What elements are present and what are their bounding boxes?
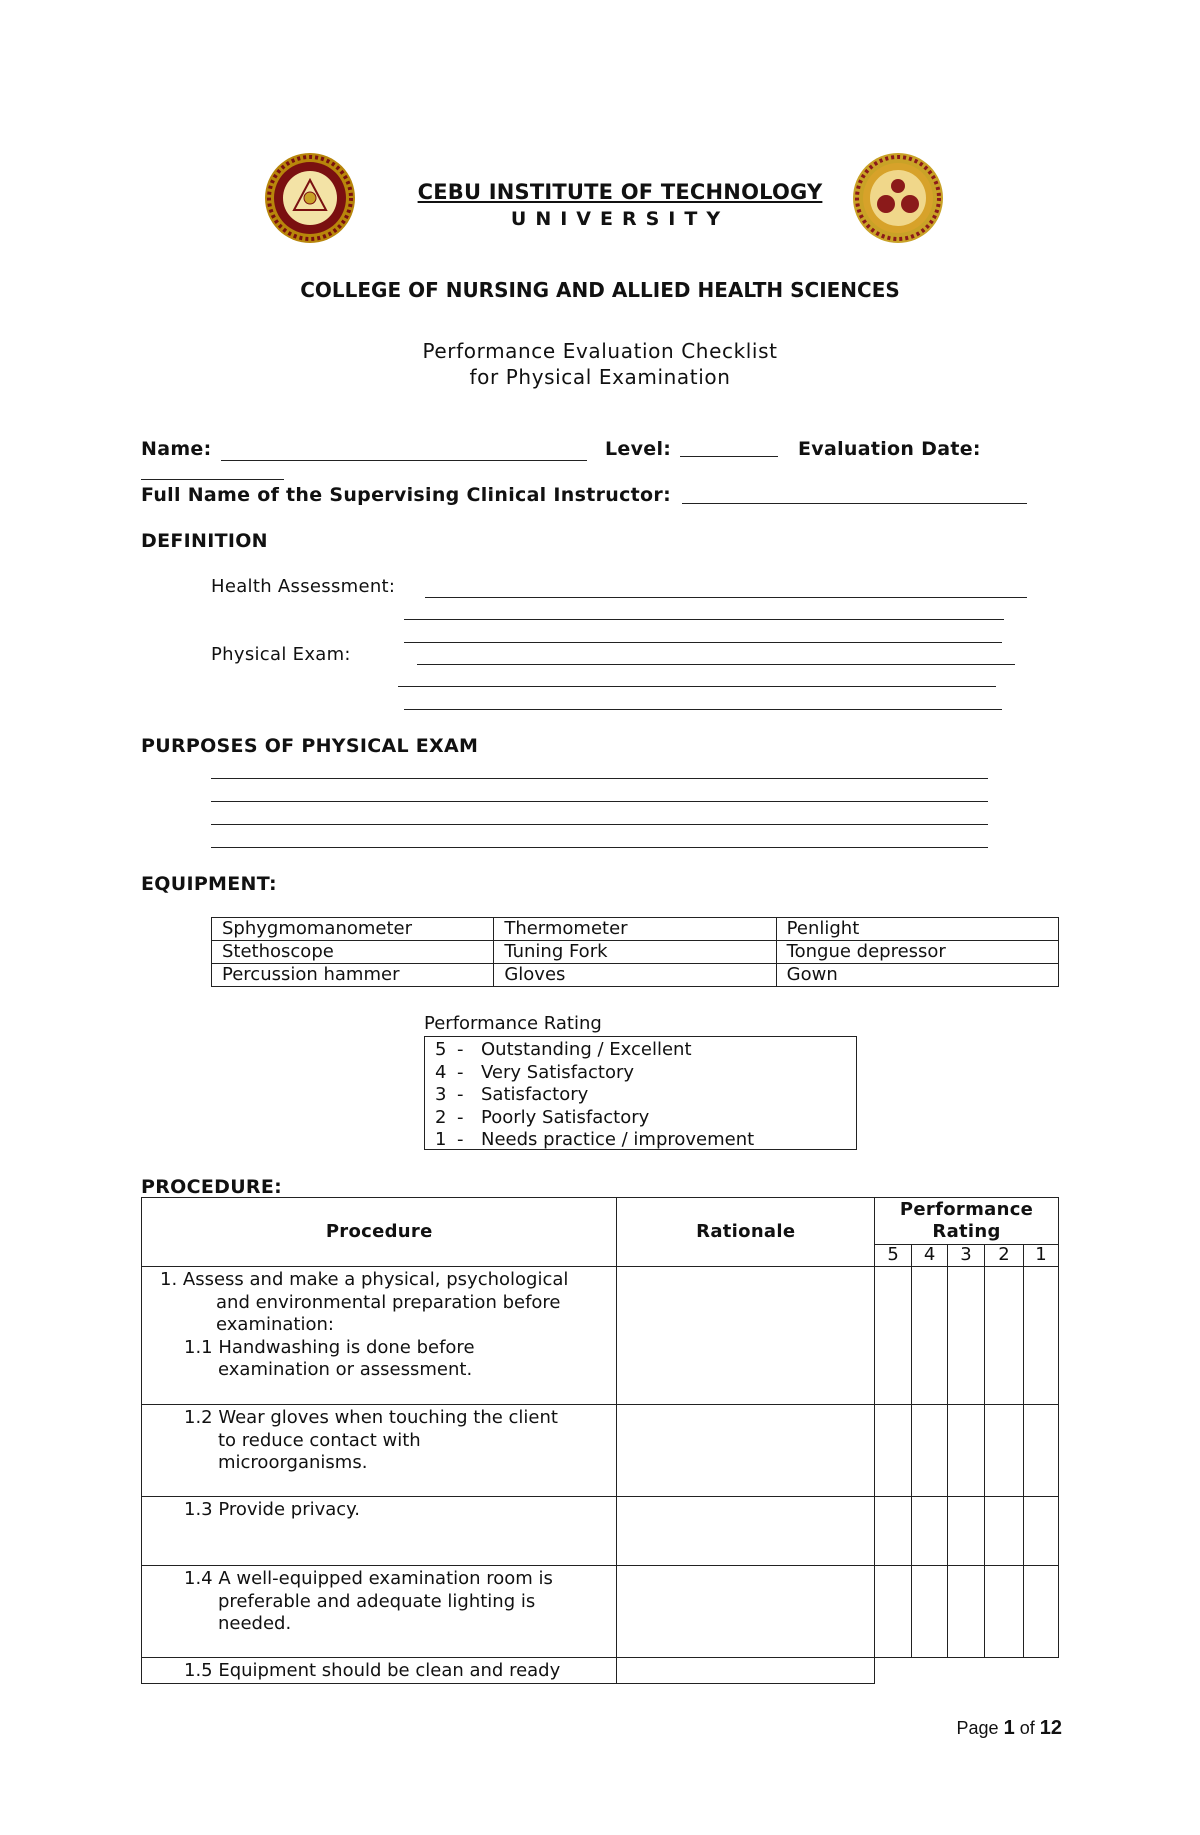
rating-cell-3[interactable] [948,1497,985,1566]
table-row [142,1658,1059,1684]
rating-col-4: 4 [912,1245,948,1267]
rating-label: Very Satisfactory [481,1061,635,1083]
rating-cell-1[interactable] [1023,1497,1058,1566]
procedure-line: examination: [216,1314,334,1335]
rating-cell-4[interactable] [912,1566,948,1658]
equipment-cell: Gown [776,964,1058,987]
rating-label: Needs practice / improvement [481,1129,755,1150]
rating-col-5: 5 [875,1245,912,1267]
rating-cell-5[interactable] [875,1566,912,1658]
sub-step-text: microorganisms. [218,1452,368,1473]
physical-exam-line-1[interactable] [417,664,1015,665]
performance-rating-header-line2: Rating [932,1221,1001,1242]
sub-step-text: 1.1 Handwashing is done before [184,1336,475,1358]
procedure-cell [142,1405,617,1497]
rating-label: Poorly Satisfactory [481,1106,650,1128]
rating-scale-item: 2 - Poorly Satisfactory [435,1106,650,1128]
equipment-table [211,917,1059,987]
equipment-cell: Gloves [494,964,776,987]
health-assessment-line-2[interactable] [404,619,1004,620]
rating-scale-box [424,1036,857,1150]
equipment-heading: EQUIPMENT: [141,873,277,895]
instructor-field[interactable] [682,503,1027,504]
equipment-cell: Sphygmomanometer [212,918,494,941]
sub-step-text: 1.3 Provide privacy. [184,1499,360,1520]
equipment-row [212,941,1059,964]
rating-scale-item: 4 - Very Satisfactory [435,1061,635,1083]
equipment-cell: Tongue depressor [776,941,1058,964]
rating-cell-2[interactable] [985,1497,1024,1566]
performance-rating-header-line1: Performance [899,1199,1034,1220]
rating-cell-2[interactable] [985,1405,1024,1497]
rating-cell-3[interactable] [948,1267,985,1405]
physical-exam-line-2[interactable] [398,686,996,687]
rating-cell-1[interactable] [1023,1267,1058,1405]
rating-number: 4 [435,1061,447,1083]
purposes-line-2[interactable] [211,801,988,802]
procedure-cell [142,1267,617,1405]
rating-number: 1 [435,1129,447,1150]
sub-step-text: needed. [218,1613,292,1634]
equipment-cell: Tuning Fork [494,941,776,964]
level-label: Level: [605,438,672,460]
rationale-cell[interactable] [617,1267,875,1405]
equipment-cell: Percussion hammer [212,964,494,987]
rationale-cell[interactable] [617,1497,875,1566]
rating-cell-4[interactable] [912,1405,948,1497]
purposes-line-1[interactable] [211,778,988,779]
instructor-label: Full Name of the Supervising Clinical Instructor: [141,484,671,506]
rating-scale-item: 5 - Outstanding / Excellent [435,1039,692,1060]
procedure-text [152,1269,608,1337]
rating-label: Satisfactory [481,1084,589,1105]
sub-step-text: 1.2 Wear gloves when touching the client [184,1407,558,1428]
equipment-cell: Penlight [776,918,1058,941]
procedure-cell [142,1566,617,1658]
rating-cell-1[interactable] [1023,1405,1058,1497]
rationale-cell[interactable] [617,1566,875,1658]
sub-step-text: examination or assessment. [218,1359,473,1380]
purposes-heading: PURPOSES OF PHYSICAL EXAM [141,735,479,757]
title-line1: Performance Evaluation Checklist [422,339,778,363]
rating-cell-1[interactable] [1023,1566,1058,1658]
rating-cell-4[interactable] [912,1267,948,1405]
sub-step-text: preferable and adequate lighting is [218,1590,536,1612]
rating-cell-5[interactable] [875,1405,912,1497]
rating-cell-3[interactable] [948,1405,985,1497]
performance-rating-header [875,1198,1059,1245]
rating-cell-empty [875,1658,1059,1684]
rating-scale-item: 3 - Satisfactory [435,1084,589,1105]
rationale-cell[interactable] [617,1405,875,1497]
procedure-cell [142,1497,617,1566]
rationale-column-header: Rationale [617,1198,875,1267]
rating-cell-2[interactable] [985,1267,1024,1405]
equipment-row [212,918,1059,941]
equipment-cell: Stethoscope [212,941,494,964]
page-word: Page [956,1718,999,1738]
purposes-line-3[interactable] [211,824,988,825]
rating-cell-4[interactable] [912,1497,948,1566]
physical-exam-line-3[interactable] [404,709,1002,710]
table-row [142,1497,1059,1566]
rating-scale-caption: Performance Rating [424,1013,602,1034]
university-seal-logo [255,152,365,244]
table-row [142,1267,1059,1405]
rating-cell-2[interactable] [985,1566,1024,1658]
equipment-row [212,964,1059,987]
college-name: COLLEGE OF NURSING AND ALLIED HEALTH SCIENCES [300,278,900,302]
sub-step-text: 1.4 A well-equipped examination room is [184,1568,553,1589]
physical-exam-label: Physical Exam: [211,644,351,665]
procedure-line: and environmental preparation before [216,1291,561,1313]
rating-cell-5[interactable] [875,1497,912,1566]
university-name-line2: UNIVERSITY [510,208,730,230]
table-row [142,1405,1059,1497]
procedure-cell [142,1658,617,1684]
rating-cell-3[interactable] [948,1566,985,1658]
health-assessment-line-3[interactable] [404,642,1002,643]
university-name [370,180,870,230]
page-total: 12 [1039,1717,1062,1739]
rating-number: 5 [435,1039,447,1060]
rating-col-1: 1 [1023,1245,1058,1267]
document-title [0,338,1200,390]
evaluation-date-label: Evaluation Date: [798,438,981,460]
rating-scale-item: 1 - Needs practice / improvement [435,1129,755,1150]
procedure-heading: PROCEDURE: [141,1176,283,1198]
equipment-cell: Thermometer [494,918,776,941]
procedure-table [141,1197,1059,1684]
rating-number: 3 [435,1084,447,1105]
rationale-cell[interactable] [617,1658,875,1684]
page-number: 1 [1003,1717,1015,1739]
procedure-column-header: Procedure [142,1198,617,1267]
health-assessment-label: Health Assessment: [211,576,396,597]
definition-heading: DEFINITION [141,530,268,552]
level-field[interactable] [680,456,778,457]
evaluation-date-field[interactable] [141,479,284,480]
rating-col-2: 2 [985,1245,1024,1267]
page-footer [957,1717,1062,1740]
rating-cell-5[interactable] [875,1267,912,1405]
procedure-line: 1. Assess and make a physical, psychological [160,1269,569,1290]
rating-number: 2 [435,1106,447,1128]
health-assessment-line-1[interactable] [425,597,1027,598]
rating-col-3: 3 [948,1245,985,1267]
sub-step-text: to reduce contact with [218,1429,421,1451]
purposes-line-4[interactable] [211,847,988,848]
of-word: of [1019,1718,1035,1738]
table-row [142,1566,1059,1658]
university-name-line1: CEBU INSTITUTE OF TECHNOLOGY [417,180,823,204]
sub-step-text: 1.5 Equipment should be clean and ready [184,1660,561,1681]
name-field[interactable] [221,460,587,461]
name-label: Name: [141,438,212,460]
rating-label: Outstanding / Excellent [481,1039,692,1060]
title-line2: for Physical Examination [469,365,731,389]
